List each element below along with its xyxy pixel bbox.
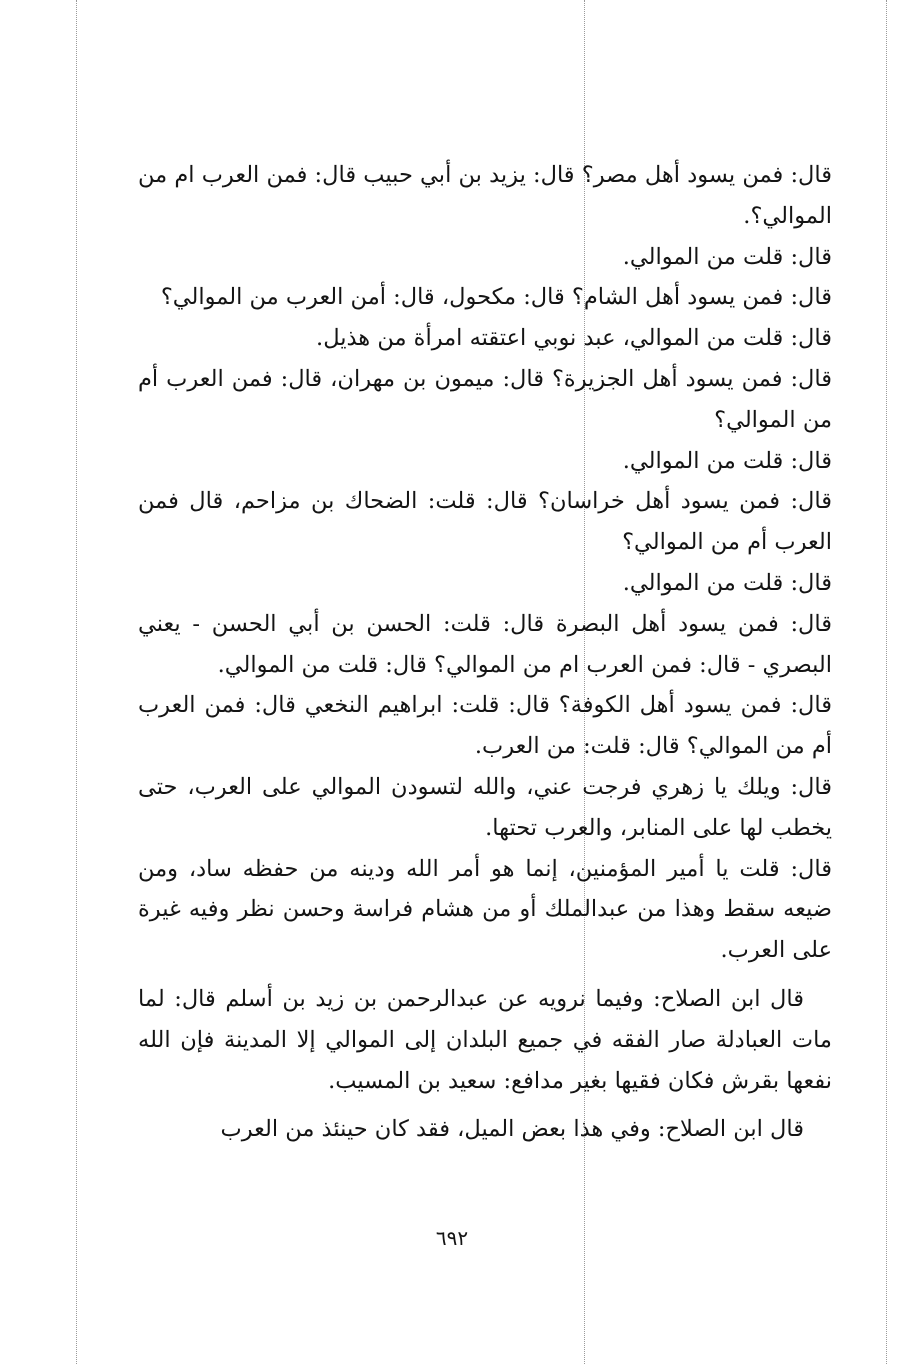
text-line: قال: فمن يسود أهل الشام؟ قال: مكحول، قال: أمن العرب من الموالي؟ [160,284,832,311]
fold-line-left [76,0,77,1364]
text-line: قال: فمن يسود أهل الجزيرة؟ قال: ميمون بن مهران، قال: فمن العرب أم من الموالي؟ [138,365,832,433]
text-line: قال: قلت من الموالي. [622,447,832,474]
fold-line-right [886,0,887,1364]
text-line: قال: فمن يسود أهل مصر؟ قال: يزيد بن أبي حبيب قال: فمن العرب ام من الموالي؟. [138,162,832,229]
text-line: قال: فمن يسود أهل خراسان؟ قال: قلت: الضحاك بن مزاحم، قال فمن العرب أم من الموالي؟ [138,488,832,556]
page-body [138,155,832,1150]
text-line: قال: قلت من الموالي، عبد نوبي اعتقته امرأة من هذيل. [316,325,832,352]
text-line: قال: ويلك يا زهري فرجت عني، والله لتسودن الموالي على العرب، حتى يخطب لها على المنابر، والعرب تحتها. [138,773,832,841]
paragraph: قال ابن الصلاح: وفي هذا بعض الميل، فقد كان حينئذ من العرب [220,1116,804,1143]
text-line: قال: قلت يا أمير المؤمنين، إنما هو أمر الله ودينه من حفظه ساد، ومن ضيعه سقط وهذا من عبدالملك أو من هشام فراسة وحسن نظر وفيه غيرة على العرب. [138,855,832,964]
text-line: قال: فمن يسود أهل البصرة قال: قلت: الحسن بن أبي الحسن - يعني البصري - قال: فمن العرب ام من الموالي؟ قال: قلت من الموالي. [138,610,832,678]
page-number: ٦٩٢ [435,1226,469,1250]
text-line: قال: قلت من الموالي. [622,243,832,270]
text-line: قال: قلت من الموالي. [622,569,832,596]
text-line: قال: فمن يسود أهل الكوفة؟ قال: قلت: ابراهيم النخعي قال: فمن العرب أم من الموالي؟ قال: قلت: من العرب. [138,692,832,760]
paragraph: قال ابن الصلاح: وفيما نرويه عن عبدالرحمن بن زيد بن أسلم قال: لما مات العبادلة صار الفقه في جميع البلدان إلى الموالي إلا المدينة فإن الله نفعها بقرش فكان فقيها بغير مدافع: سعيد بن المسيب. [138,985,832,1094]
